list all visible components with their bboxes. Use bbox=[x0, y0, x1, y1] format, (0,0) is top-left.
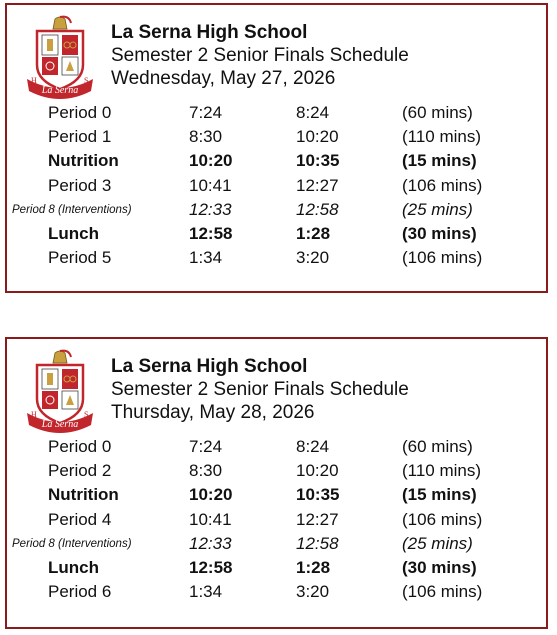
card-header bbox=[111, 21, 409, 90]
end-time: 10:35 bbox=[296, 151, 340, 171]
schedule-row bbox=[7, 125, 546, 149]
schedule-subtitle: Semester 2 Senior Finals Schedule bbox=[111, 45, 409, 66]
period-label: Period 0 bbox=[48, 103, 112, 122]
start-time: 1:34 bbox=[189, 582, 223, 602]
school-name: La Serna High School bbox=[111, 356, 308, 377]
schedule-row bbox=[7, 532, 546, 556]
period-label: Period 8 (Interventions) bbox=[12, 203, 132, 216]
schedule-row bbox=[7, 508, 546, 532]
schedule-table bbox=[7, 101, 546, 270]
start-time: 10:20 bbox=[189, 485, 233, 505]
schedule-card-thursday bbox=[5, 337, 548, 629]
start-time: 1:34 bbox=[189, 248, 223, 268]
start-time: 12:58 bbox=[189, 223, 233, 243]
duration: (15 mins) bbox=[402, 151, 477, 171]
schedule-row bbox=[7, 174, 546, 198]
schedule-table bbox=[7, 435, 546, 604]
period-label: Period 6 bbox=[48, 582, 112, 602]
duration: (110 mins) bbox=[402, 127, 482, 147]
start-time: 8:30 bbox=[189, 461, 223, 481]
end-time: 12:58 bbox=[296, 199, 339, 219]
schedule-row bbox=[7, 198, 546, 222]
school-crest-logo bbox=[25, 349, 95, 433]
duration: (106 mins) bbox=[402, 248, 483, 268]
period-label: Period 2 bbox=[48, 461, 112, 481]
period-label: Period 8 (Interventions) bbox=[12, 537, 132, 550]
svg-text:S: S bbox=[84, 76, 89, 85]
duration: (30 mins) bbox=[402, 557, 477, 577]
end-time: 3:20 bbox=[296, 582, 330, 602]
start-time: 7:24 bbox=[189, 103, 223, 122]
schedule-row bbox=[7, 149, 546, 173]
duration: (15 mins) bbox=[402, 485, 477, 505]
period-label: Period 4 bbox=[48, 509, 112, 529]
schedule-row bbox=[7, 580, 546, 604]
school-name: La Serna High School bbox=[111, 22, 308, 43]
period-label: Nutrition bbox=[48, 485, 119, 505]
schedule-row bbox=[7, 483, 546, 507]
svg-text:La Serna: La Serna bbox=[41, 419, 79, 430]
duration: (25 mins) bbox=[402, 199, 473, 219]
schedule-row bbox=[7, 435, 546, 459]
svg-text:H: H bbox=[31, 410, 37, 419]
duration: (106 mins) bbox=[402, 509, 483, 529]
school-crest-logo bbox=[25, 15, 95, 99]
schedule-subtitle: Semester 2 Senior Finals Schedule bbox=[111, 379, 409, 400]
period-label: Period 0 bbox=[48, 437, 112, 456]
schedule-date: Wednesday, May 27, 2026 bbox=[111, 68, 336, 89]
end-time: 1:28 bbox=[296, 557, 331, 577]
period-label: Nutrition bbox=[48, 151, 119, 171]
start-time: 7:24 bbox=[189, 437, 223, 456]
schedule-row bbox=[7, 246, 546, 270]
duration: (25 mins) bbox=[402, 533, 473, 553]
duration: (30 mins) bbox=[402, 223, 477, 243]
end-time: 1:28 bbox=[296, 223, 331, 243]
end-time: 12:58 bbox=[296, 533, 339, 553]
duration: (110 mins) bbox=[402, 461, 482, 481]
schedule-card-wednesday bbox=[5, 3, 548, 293]
period-label: Period 5 bbox=[48, 248, 112, 268]
end-time: 3:20 bbox=[296, 248, 330, 268]
end-time: 10:20 bbox=[296, 461, 339, 481]
end-time: 10:35 bbox=[296, 485, 340, 505]
start-time: 10:41 bbox=[189, 175, 232, 195]
svg-text:La Serna: La Serna bbox=[41, 85, 79, 96]
start-time: 10:20 bbox=[189, 151, 233, 171]
period-label: Period 3 bbox=[48, 175, 112, 195]
end-time: 12:27 bbox=[296, 509, 339, 529]
end-time: 8:24 bbox=[296, 103, 330, 122]
svg-text:H: H bbox=[31, 76, 37, 85]
schedule-row bbox=[7, 459, 546, 483]
start-time: 12:33 bbox=[189, 533, 232, 553]
end-time: 8:24 bbox=[296, 437, 330, 456]
duration: (60 mins) bbox=[402, 103, 473, 122]
duration: (106 mins) bbox=[402, 175, 483, 195]
period-label: Lunch bbox=[48, 557, 99, 577]
start-time: 10:41 bbox=[189, 509, 232, 529]
schedule-row bbox=[7, 101, 546, 125]
duration: (60 mins) bbox=[402, 437, 473, 456]
svg-text:S: S bbox=[84, 410, 89, 419]
period-label: Lunch bbox=[48, 223, 99, 243]
end-time: 10:20 bbox=[296, 127, 339, 147]
duration: (106 mins) bbox=[402, 582, 483, 602]
period-label: Period 1 bbox=[48, 127, 112, 147]
start-time: 8:30 bbox=[189, 127, 223, 147]
schedule-date: Thursday, May 28, 2026 bbox=[111, 402, 315, 423]
card-header bbox=[111, 355, 409, 424]
end-time: 12:27 bbox=[296, 175, 339, 195]
start-time: 12:58 bbox=[189, 557, 233, 577]
start-time: 12:33 bbox=[189, 199, 232, 219]
schedule-row bbox=[7, 556, 546, 580]
schedule-row bbox=[7, 222, 546, 246]
